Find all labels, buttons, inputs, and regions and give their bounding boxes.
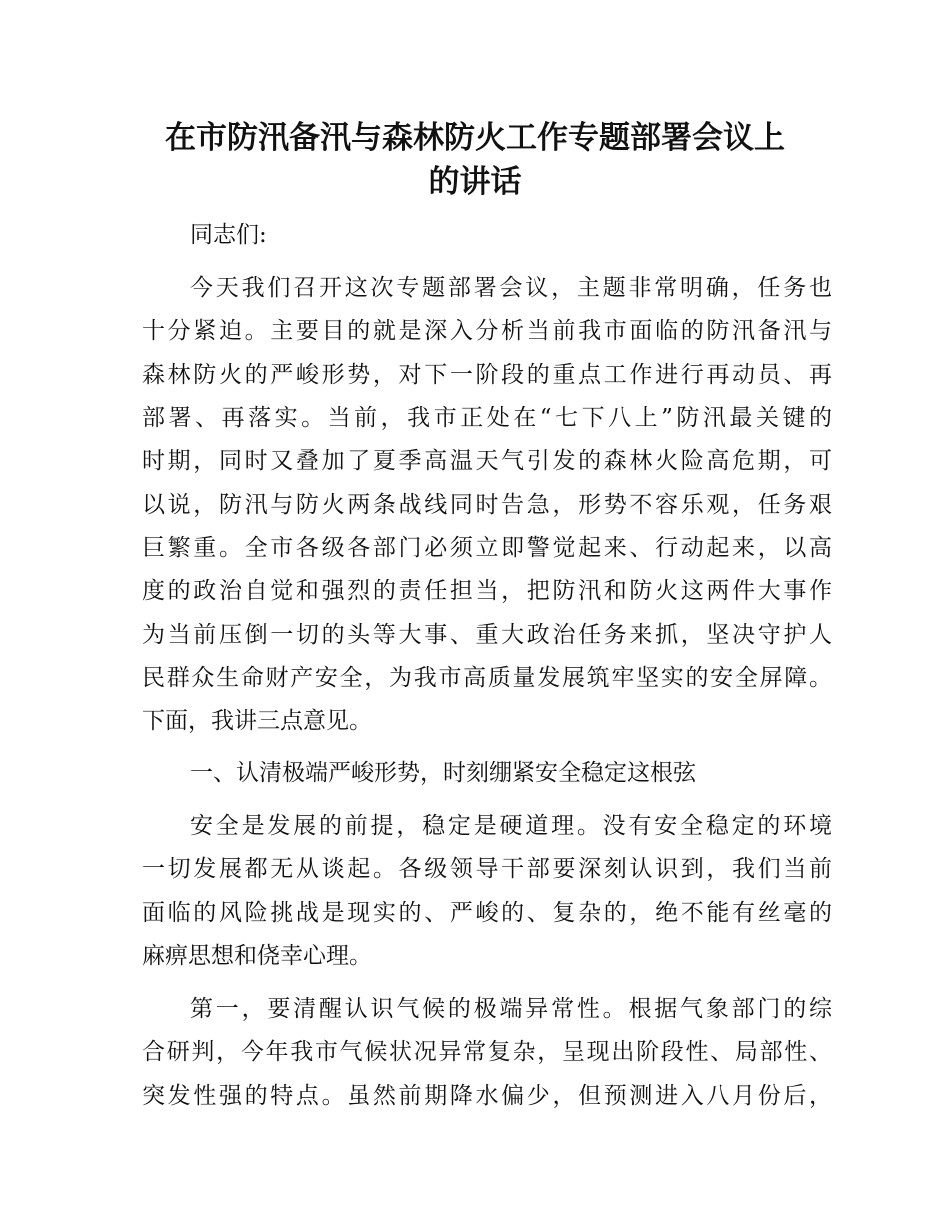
paragraph-line: 民群众生命财产安全，为我市高质量发展筑牢坚实的安全屏障。: [142, 665, 832, 691]
paragraph-line: 巨繁重。全市各级各部门必须立即警觉起来、行动起来，以高: [142, 535, 832, 561]
paragraph-line: 第一，要清醒认识气候的极端异常性。根据气象部门的综: [190, 996, 832, 1022]
paragraph-line: 森林防火的严峻形势，对下一阶段的重点工作进行再动员、再: [142, 362, 832, 388]
paragraph-line: 时期，同时又叠加了夏季高温天气引发的森林火险高危期，可: [142, 448, 832, 474]
paragraph-line: 以说，防汛与防火两条战线同时告急，形势不容乐观，任务艰: [142, 492, 832, 518]
paragraph-line: 安全是发展的前提，稳定是硬道理。没有安全稳定的环境: [190, 813, 832, 839]
section-heading: 一、认清极端严峻形势，时刻绷紧安全稳定这根弦: [190, 760, 696, 786]
paragraph-line: 今天我们召开这次专题部署会议，主题非常明确，任务也: [190, 275, 832, 301]
paragraph-line: 下面，我讲三点意见。: [142, 708, 372, 734]
paragraph-line: 十分紧迫。主要目的就是深入分析当前我市面临的防汛备汛与: [142, 318, 832, 344]
paragraph-line: 突发性强的特点。虽然前期降水偏少，但预测进入八月份后，: [142, 1083, 832, 1109]
greeting: 同志们:: [190, 222, 267, 248]
document-title-line-2: 的讲话: [428, 164, 522, 200]
paragraph-line: 麻痹思想和侥幸心理。: [142, 943, 372, 969]
paragraph-line: 部署、再落实。当前，我市正处在“七下八上”防汛最关键的: [142, 405, 832, 431]
paragraph-line: 度的政治自觉和强烈的责任担当，把防汛和防火这两件大事作: [142, 578, 832, 604]
document-title-line-1: 在市防汛备汛与森林防火工作专题部署会议上: [165, 120, 785, 156]
paragraph-line: 为当前压倒一切的头等大事、重大政治任务来抓，坚决守护人: [142, 622, 832, 648]
paragraph-line: 合研判，今年我市气候状况异常复杂，呈现出阶段性、局部性、: [142, 1039, 832, 1065]
paragraph-line: 一切发展都无从谈起。各级领导干部要深刻认识到，我们当前: [142, 856, 832, 882]
paragraph-line: 面临的风险挑战是现实的、严峻的、复杂的，绝不能有丝毫的: [142, 900, 832, 926]
